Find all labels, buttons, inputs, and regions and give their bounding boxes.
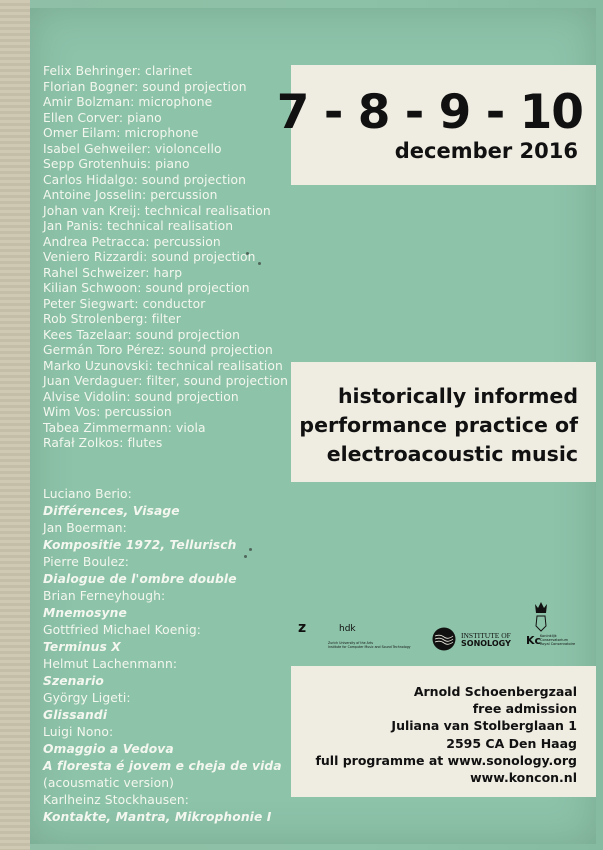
composer-name: Helmut Lachenmann: xyxy=(43,657,178,671)
credit-line: Veniero Rizzardi: sound projection xyxy=(43,250,256,264)
performer-credits xyxy=(43,64,288,452)
work-title: A floresta é jovem e cheja de vida xyxy=(43,759,282,773)
credit-line: Rafał Zolkos: flutes xyxy=(43,436,163,450)
credit-line: Wim Vos: percussion xyxy=(43,405,172,419)
venue-info xyxy=(315,683,577,786)
credit-line: Marko Uzunovski: technical realisation xyxy=(43,358,283,373)
zhdk-logo-subtitle: Zurich University of the Arts Institute for Computer Music and Sound Technology xyxy=(328,641,411,649)
credit-line: Isabel Gehweiler: violoncello xyxy=(43,141,222,156)
credit-line: Johan van Kreij: technical realisation xyxy=(43,203,271,218)
work-note: (acousmatic version) xyxy=(43,776,175,790)
work-title: Kompositie 1972, Tellurisch xyxy=(43,538,237,552)
programme-works xyxy=(43,486,282,826)
credit-line: Omer Eilam: microphone xyxy=(43,126,199,140)
event-month: december 2016 xyxy=(394,139,578,163)
composer-name: Gottfried Michael Koenig: xyxy=(43,623,201,637)
credit-line: Juan Verdaguer: filter, sound projection xyxy=(43,374,288,388)
title-line: performance practice of xyxy=(299,413,578,437)
sonology-line2: SONOLOGY xyxy=(461,639,511,648)
composer-name: György Ligeti: xyxy=(43,691,131,705)
credit-line: Kilian Schwoon: sound projection xyxy=(43,281,250,295)
work-title: Terminus X xyxy=(43,640,121,654)
credit-line: Germán Toro Pérez: sound projection xyxy=(43,343,273,357)
title-line: historically informed xyxy=(337,384,578,408)
credit-line: Amir Bolzman: microphone xyxy=(43,95,213,109)
credit-line: Sepp Grotenhuis: piano xyxy=(43,157,190,171)
event-title xyxy=(299,382,578,469)
composer-name: Brian Ferneyhough: xyxy=(43,589,166,603)
title-line: electroacoustic music xyxy=(326,442,578,466)
sonology-line1: INSTITUTE OF xyxy=(461,631,511,640)
work-title: Kontakte, Mantra, Mikrophonie I xyxy=(43,810,272,824)
composer-name: Luigi Nono: xyxy=(43,725,114,739)
credit-line: Florian Bogner: sound projection xyxy=(43,79,247,94)
zhdk-logo-mark: z xyxy=(298,620,307,636)
credit-line: Ellen Corver: piano xyxy=(43,110,162,125)
composer-name: Luciano Berio: xyxy=(43,487,132,501)
credit-line: Jan Panis: technical realisation xyxy=(43,219,234,233)
address-street: Juliana van Stolberglaan 1 xyxy=(391,718,577,734)
credit-line: Rahel Schweizer: harp xyxy=(43,265,183,280)
work-title: Glissandi xyxy=(43,708,108,722)
credit-line: Tabea Zimmermann: viola xyxy=(43,420,206,435)
work-title: Mnemosyne xyxy=(43,606,127,620)
credit-line: Rob Strolenberg: filter xyxy=(43,312,181,326)
credit-line: Kees Tazelaar: sound projection xyxy=(43,327,241,342)
credit-line: Peter Siegwart: conductor xyxy=(43,296,206,311)
address-city: 2595 CA Den Haag xyxy=(446,735,577,751)
kc-logo-mark: Kc xyxy=(526,634,542,647)
work-title: Dialogue de l'ombre double xyxy=(43,572,237,586)
event-dates: 7 - 8 - 9 - 10 xyxy=(276,85,583,140)
credit-line: Andrea Petracca: percussion xyxy=(43,234,221,249)
binding-spine xyxy=(0,0,30,850)
sonology-logo-icon xyxy=(432,627,456,651)
work-title: Différences, Visage xyxy=(43,504,180,518)
credit-line: Antoine Josselin: percussion xyxy=(43,188,218,202)
work-title: Omaggio a Vedova xyxy=(43,742,174,756)
partner-logos xyxy=(298,600,593,652)
venue-name: Arnold Schoenbergzaal xyxy=(413,684,577,699)
zhdk-logo-name: hdk xyxy=(339,624,356,634)
sonology-logo-text xyxy=(461,632,511,648)
composer-name: Karlheinz Stockhausen: xyxy=(43,793,190,807)
composer-name: Jan Boerman: xyxy=(43,521,127,535)
credit-line: Felix Behringer: clarinet xyxy=(43,64,193,78)
programme-link[interactable]: full programme at www.sonology.org xyxy=(315,752,577,768)
koncon-link[interactable]: www.koncon.nl xyxy=(470,770,577,786)
composer-name: Pierre Boulez: xyxy=(43,555,129,569)
credit-line: Carlos Hidalgo: sound projection xyxy=(43,172,247,187)
work-title: Szenario xyxy=(43,674,104,688)
kc-logo-subtitle: Koninklijk Conservatorium Royal Conservatoire xyxy=(540,634,576,647)
credit-line: Alvise Vidolin: sound projection xyxy=(43,389,239,404)
admission: free admission xyxy=(472,701,577,717)
